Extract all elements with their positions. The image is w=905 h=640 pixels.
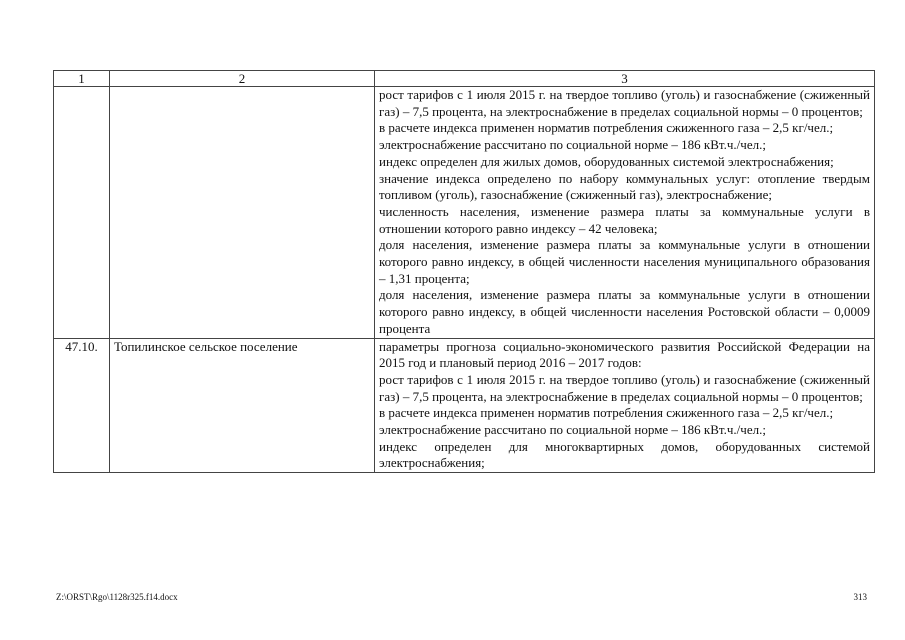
paragraph: электроснабжение рассчитано по социальной норме – 186 кВт.ч./чел.;: [379, 137, 766, 153]
paragraph: рост тарифов с 1 июля 2015 г. на твердое топливо (уголь) и газоснабжение (сжиженный газ) – 7,5 процента, на электроснабжение в пределах социальной нормы – 0 процентов;: [379, 87, 870, 119]
table-row: [54, 338, 875, 473]
row-number: 47.10.: [54, 338, 110, 473]
paragraph: в расчете индекса применен норматив потребления сжиженного газа – 2,5 кг/чел.;: [379, 405, 834, 421]
paragraph: численность населения, изменение размера платы за коммунальные услуги в отношении которого равно индексу – 42 человека;: [379, 203, 870, 236]
document-table: [53, 70, 875, 473]
paragraph: доля населения, изменение размера платы за коммунальные услуги в отношении которого равно индексу, в общей численности населения муниципального образования – 1,31 процента;: [379, 237, 870, 286]
parameters-cell: [375, 87, 875, 339]
paragraph: в расчете индекса применен норматив потребления сжиженного газа – 2,5 кг/чел.;: [379, 120, 834, 136]
parameters-cell: [375, 338, 875, 473]
page-number: 313: [853, 592, 867, 602]
settlement-name: [110, 87, 375, 339]
paragraph: значение индекса определено по набору коммунальных услуг: отопление твердым топливом (уголь), газоснабжение (сжиженный газ), электроснабжение;: [379, 170, 870, 203]
column-header-3: 3: [375, 71, 875, 87]
table-row: [54, 87, 875, 339]
column-header-2: 2: [110, 71, 375, 87]
file-path: Z:\ORST\Rgo\1128r325.f14.docx: [56, 592, 178, 602]
paragraph: индекс определен для многоквартирных домов, оборудованных системой электроснабжения;: [379, 438, 870, 471]
paragraph: индекс определен для жилых домов, оборудованных системой электроснабжения;: [379, 153, 834, 169]
settlement-name: Топилинское сельское поселение: [110, 338, 375, 473]
paragraph: рост тарифов с 1 июля 2015 г. на твердое топливо (уголь) и газоснабжение (сжиженный газ) – 7,5 процента, на электроснабжение в пределах социальной нормы – 0 процентов;: [379, 371, 870, 404]
row-number: [54, 87, 110, 339]
table-header-row: [54, 71, 875, 87]
paragraph: доля населения, изменение размера платы за коммунальные услуги в отношении которого равно индексу, в общей численности населения Ростовской области – 0,0009 процента: [379, 287, 870, 336]
column-header-1: 1: [54, 71, 110, 87]
paragraph: электроснабжение рассчитано по социальной норме – 186 кВт.ч./чел.;: [379, 422, 766, 438]
paragraph: параметры прогноза социально-экономического развития Российской Федерации на 2015 год и плановый период 2016 – 2017 годов:: [379, 338, 870, 371]
